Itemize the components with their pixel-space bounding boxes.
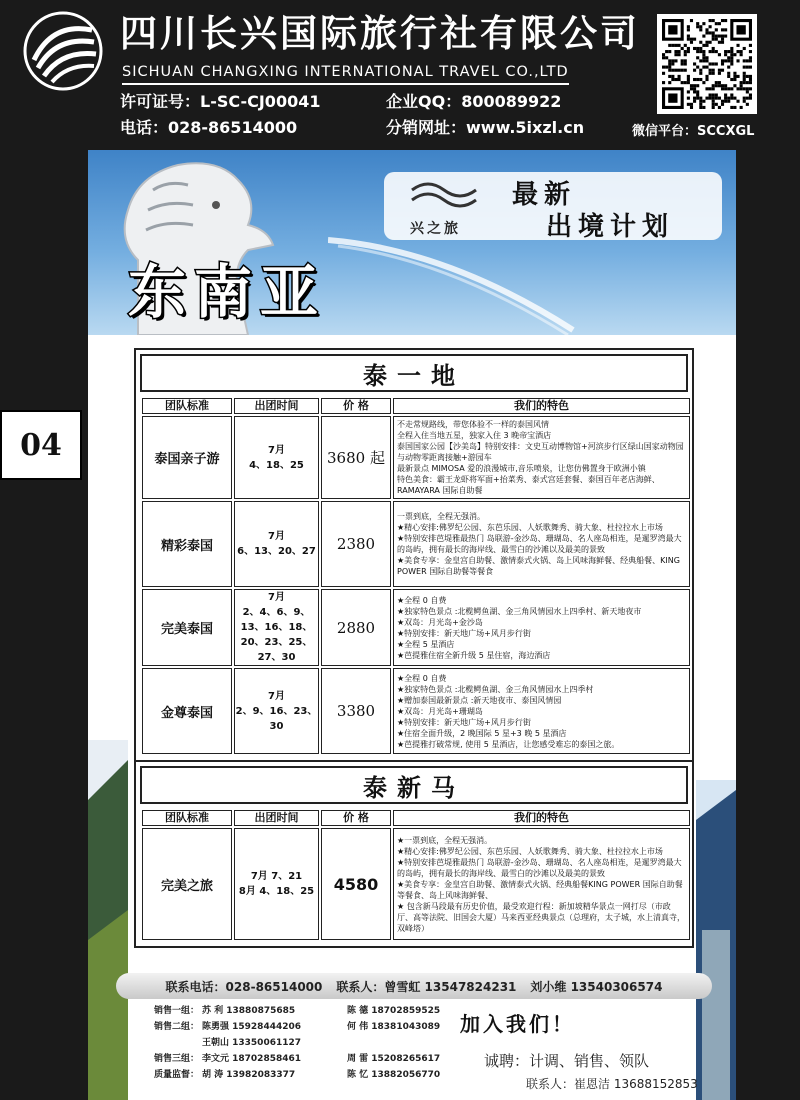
feature-line: ★美食专享：金皇宫自助餐、激情泰式火锅、经典船餐KING POWER 国际自助餐等餐食、岛上风味海鲜餐、 — [397, 879, 683, 900]
contact-bar — [116, 973, 712, 999]
feature-line: ★特别安排芭堤雅最热门 岛联游-金沙岛、珊瑚岛、名人座岛相连，是暹罗湾最大的岛屿，拥有最长的海岸线、最雪白的沙滩以及最美的景致 — [397, 534, 682, 554]
title-banner — [384, 172, 722, 240]
sales-row — [154, 1003, 454, 1019]
feature-line: 一票到底，全程无强消。 — [397, 512, 485, 521]
qr-code — [657, 14, 757, 114]
sales-row — [154, 1051, 454, 1067]
feature-line: 特色美食：霸王龙虾将军面+抬菜秀、泰式宫廷套餐、泰国百年老店海鲜、RAMAYARA 国际自助餐 — [397, 475, 660, 495]
company-phone: 电话：028-86514000 — [120, 118, 298, 137]
feature-line: ★精心安排:佛罗纪公园、东芭乐园、人妖歌舞秀、骑大象、杜拉拉水上市场 — [397, 846, 663, 856]
xingzhilv-logo-icon — [404, 178, 484, 214]
tour-date-month: 7月 — [268, 531, 285, 542]
feature-line: ★全程 5 星酒店 — [397, 639, 455, 649]
region-title: 东南亚 — [128, 258, 327, 326]
tour-price: 2380 — [321, 501, 391, 587]
feature-line: 最新景点 MIMOSA 爱的浪漫城市,音乐喷泉，让您仿佛置身于欧洲小镇 — [397, 464, 646, 473]
sales-person: 王朝山 13350061127 — [202, 1038, 302, 1048]
company-name-cn: 四川长兴国际旅行社有限公司 — [120, 12, 640, 55]
tour-name: 完美泰国 — [142, 589, 232, 666]
sales-person: 何 伟 18381043089 — [347, 1022, 441, 1032]
tour-name: 精彩泰国 — [142, 501, 232, 587]
tour-features — [393, 589, 690, 666]
tour-date-days: 6、13、20、27 — [237, 546, 316, 557]
company-qq: 企业QQ：800089922 — [386, 92, 562, 111]
tour-price: 3680 起 — [321, 416, 391, 499]
sales-group: 销售三组： — [154, 1054, 200, 1064]
section-title-thai-sing-malay: 泰新马 — [140, 766, 688, 804]
sales-person: 陈勇强 15928444206 — [202, 1022, 302, 1032]
tour-features — [393, 828, 690, 940]
qr-code-icon — [662, 19, 752, 109]
tour-features — [393, 668, 690, 754]
tour-features — [393, 501, 690, 587]
feature-line: ★ 包含新马段最有历史价值，最受欢迎行程：新加坡精华景点一网打尽（市政厅、高等法院、旧国会大厦）马来西亚经典景点（总理府，太子城，水上清真寺，双峰塔） — [397, 901, 685, 933]
tour-dates — [234, 416, 319, 499]
feature-line: 泰国国家公园【沙美岛】特别安排：文史互动博物馆+河滨步行区绿山国家动物园与动物零距离接触+游园车 — [397, 442, 684, 462]
feature-line: ★双岛：月光岛+珊瑚岛 — [397, 706, 483, 716]
tour-dates — [234, 668, 319, 754]
sales-row — [154, 1019, 454, 1035]
section-thailand — [134, 348, 694, 762]
sales-person: 陈 德 18702859525 — [347, 1006, 441, 1016]
feature-line: ★独家特色景点 :北榄鳄鱼湖、金三角风情园水上四季村 — [397, 684, 594, 694]
wechat-platform: 微信平台：SCCXGL — [632, 124, 755, 139]
license-number: 许可证号：L-SC-CJ00041 — [120, 92, 321, 111]
company-name-en: SICHUAN CHANGXING INTERNATIONAL TRAVEL CO.,LTD — [122, 62, 569, 85]
section-title-thailand: 泰一地 — [140, 354, 688, 392]
sales-row — [154, 1067, 454, 1083]
header-features: 我们的特色 — [393, 398, 690, 414]
sales-person: 陈 忆 13882056770 — [347, 1070, 441, 1080]
header-features: 我们的特色 — [393, 810, 690, 826]
sales-person: 周 雷 15208265617 — [347, 1054, 441, 1064]
tour-date-days: 2、4、6、9、13、16、18、20、23、25、27、30 — [240, 607, 313, 663]
left-scenery-icon — [88, 740, 128, 1100]
header — [0, 0, 800, 145]
feature-line: ★特别安排芭堤雅最热门 岛联游-金沙岛、珊瑚岛、名人座岛相连，是暹罗湾最大的岛屿，拥有最长的海岸线、最雪白的沙滩以及最美的景致 — [397, 857, 682, 878]
tour-dates — [234, 589, 319, 666]
header-date: 出团时间 — [234, 810, 319, 826]
feature-line: ★双岛：月光岛+金沙岛 — [397, 617, 483, 627]
tour-date-days: 4、18、25 — [249, 459, 304, 471]
sales-row — [154, 1035, 454, 1051]
recruitment-text: 诚聘：计调、销售、领队 — [484, 1052, 650, 1070]
tour-dates — [234, 501, 319, 587]
sales-person: 胡 涛 13982083377 — [202, 1070, 296, 1080]
banner-outbound-plan: 出境计划 — [546, 212, 675, 242]
contact-phone: 联系电话：028-86514000 — [165, 979, 323, 994]
recruitment-contact: 联系人：崔恩洁 13688152853 — [526, 1077, 698, 1091]
banner-brand: 兴之旅 — [410, 221, 461, 237]
feature-line: ★芭提雅住宿全新升级 5 星住宿，海边酒店 — [397, 650, 551, 660]
feature-line: ★特别安排：新天地广场+风月步行街 — [397, 717, 531, 727]
header-date: 出团时间 — [234, 398, 319, 414]
thailand-table — [140, 396, 692, 756]
right-scenery-icon — [696, 780, 736, 1100]
tour-name: 完美之旅 — [142, 828, 232, 940]
feature-line: ★赠加泰国最新景点 :新天地夜市、泰国风情园 — [397, 695, 562, 705]
tour-date-line: 7月 7、21 — [250, 871, 303, 882]
sales-person: 苏 利 13880875685 — [202, 1006, 296, 1016]
sales-group: 销售二组： — [154, 1022, 200, 1032]
table-row — [142, 501, 690, 587]
banner-latest: 最新 — [512, 180, 577, 210]
tour-name: 金尊泰国 — [142, 668, 232, 754]
tour-date-month: 7月 — [268, 444, 285, 456]
feature-line: 全程入住当地五星，独家入住 3 晚帝宝酒店 — [397, 431, 552, 440]
distribution-website[interactable]: 分销网址：www.5ixzl.cn — [386, 118, 585, 137]
header-standard: 团队标准 — [142, 810, 232, 826]
tour-features — [393, 416, 690, 499]
tour-price: 3380 — [321, 668, 391, 754]
feature-line: ★独家特色景点 :北榄鳄鱼湖、金三角风情园水上四季村、新天地夜市 — [397, 606, 642, 616]
tour-date-days: 2、9、16、23、30 — [235, 705, 318, 732]
feature-line: ★住宿全面升级，2 晚国际 5 星+3 晚 5 星酒店 — [397, 728, 567, 738]
feature-line: ★精心安排:佛罗纪公园、东芭乐园、人妖歌舞秀、骑大象、杜拉拉水上市场 — [397, 523, 663, 532]
page-number: 04 — [0, 410, 82, 480]
tour-name: 泰国亲子游 — [142, 416, 232, 499]
table-row — [142, 589, 690, 666]
tour-date-month: 7月 — [268, 592, 285, 603]
company-logo-icon — [22, 10, 104, 92]
sales-group — [154, 1035, 202, 1051]
tour-date-line: 8月 4、18、25 — [238, 886, 315, 897]
table-row — [142, 668, 690, 754]
feature-line: ★芭提雅打破常规, 使用 5 星酒店，让您感受难忘的泰国之旅。 — [397, 739, 620, 749]
sales-contacts — [154, 1003, 454, 1083]
header-standard: 团队标准 — [142, 398, 232, 414]
sales-person: 李文元 18702858461 — [202, 1054, 302, 1064]
tour-date-month: 7月 — [268, 690, 285, 702]
table-row — [142, 416, 690, 499]
contact-person: 联系人：曾雪虹 13547824231 — [336, 979, 517, 994]
table-row — [142, 828, 690, 940]
tour-dates — [234, 828, 319, 940]
feature-line: ★全程 0 自费 — [397, 595, 447, 605]
feature-line: 不走常规路线，带您体验不一样的泰国风情 — [397, 420, 549, 429]
poster — [88, 150, 736, 1100]
tour-price: 2880 — [321, 589, 391, 666]
feature-line: ★一票到底，全程无强消。 — [397, 835, 493, 845]
sales-group: 销售一组： — [154, 1006, 200, 1016]
sales-group: 质量监督： — [154, 1070, 200, 1080]
contact-person-2: 刘小维 13540306574 — [530, 979, 663, 994]
feature-line: ★美食专享：金皇宫自助餐、激情泰式火锅、岛上风味海鲜餐、经典船餐、KING POWER 国际自助餐等餐食 — [397, 556, 680, 576]
tour-price: 4580 — [321, 828, 391, 940]
section-thai-sing-malay — [134, 760, 694, 948]
header-price: 价 格 — [321, 810, 391, 826]
thai-sing-malay-table — [140, 808, 692, 942]
header-price: 价 格 — [321, 398, 391, 414]
join-us-heading: 加入我们！ — [460, 1012, 575, 1036]
feature-line: ★特别安排：新天地广场+风月步行街 — [397, 628, 531, 638]
feature-line: ★全程 0 自费 — [397, 673, 447, 683]
